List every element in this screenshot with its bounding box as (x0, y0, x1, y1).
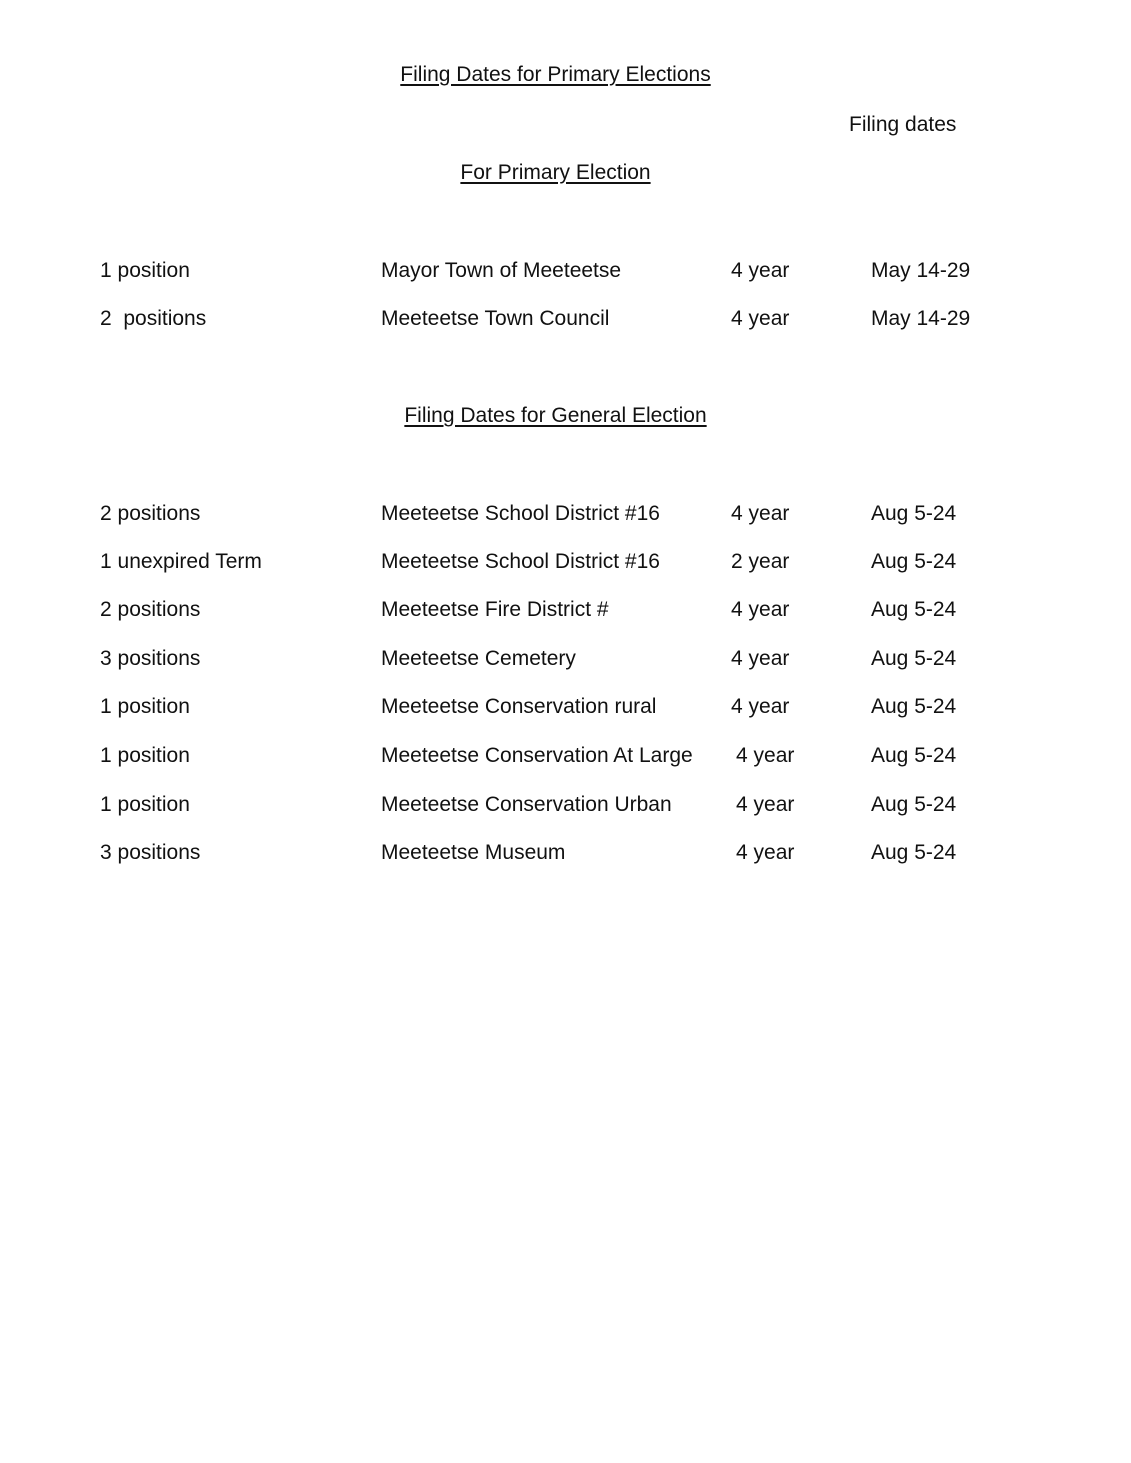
positions-count: 2 positions (100, 598, 201, 621)
filing-date-range: Aug 5-24 (871, 550, 957, 573)
document-title: Filing Dates for Primary Elections (400, 63, 711, 86)
positions-count: 1 unexpired Term (100, 550, 262, 573)
term-length: 2 year (731, 550, 790, 573)
filing-date-range: Aug 5-24 (871, 502, 957, 525)
office-name: Meeteetse Fire District # (381, 598, 609, 621)
office-name: Mayor Town of Meeteetse (381, 259, 622, 282)
general-row (0, 646, 1131, 672)
filing-date-range: May 14-29 (871, 259, 971, 282)
general-row (0, 549, 1131, 575)
office-name: Meeteetse School District #16 (381, 550, 660, 573)
general-row (0, 840, 1131, 866)
general-row (0, 501, 1131, 527)
general-row (0, 743, 1131, 769)
office-name: Meeteetse Cemetery (381, 647, 576, 670)
office-name: Meeteetse Conservation rural (381, 695, 657, 718)
office-name: Meeteetse School District #16 (381, 502, 660, 525)
filing-dates-label: Filing dates (849, 113, 957, 136)
term-length: 4 year (731, 647, 790, 670)
office-name: Meeteetse Conservation Urban (381, 793, 672, 816)
filing-date-range: Aug 5-24 (871, 695, 957, 718)
general-row (0, 694, 1131, 720)
term-length: 4 year (731, 598, 790, 621)
primary-row (0, 306, 1131, 332)
positions-count: 2 positions (100, 307, 207, 330)
term-length: 4 year (731, 502, 790, 525)
filing-date-range: Aug 5-24 (871, 744, 957, 767)
filing-date-range: May 14-29 (871, 307, 971, 330)
filing-date-range: Aug 5-24 (871, 793, 957, 816)
term-length: 4 year (731, 259, 790, 282)
positions-count: 1 position (100, 259, 190, 282)
primary-row (0, 258, 1131, 284)
positions-count: 3 positions (100, 647, 201, 670)
positions-count: 1 position (100, 744, 190, 767)
general-election-heading: Filing Dates for General Election (404, 404, 707, 427)
office-name: Meeteetse Conservation At Large (381, 744, 693, 767)
general-row (0, 792, 1131, 818)
term-length: 4 year (736, 744, 795, 767)
primary-election-heading: For Primary Election (460, 161, 651, 184)
term-length: 4 year (731, 307, 790, 330)
term-length: 4 year (736, 793, 795, 816)
term-length: 4 year (731, 695, 790, 718)
office-name: Meeteetse Town Council (381, 307, 610, 330)
filing-date-range: Aug 5-24 (871, 598, 957, 621)
term-length: 4 year (736, 841, 795, 864)
positions-count: 3 positions (100, 841, 201, 864)
filing-date-range: Aug 5-24 (871, 647, 957, 670)
positions-count: 1 position (100, 695, 190, 718)
office-name: Meeteetse Museum (381, 841, 566, 864)
general-row (0, 597, 1131, 623)
positions-count: 2 positions (100, 502, 201, 525)
positions-count: 1 position (100, 793, 190, 816)
filing-date-range: Aug 5-24 (871, 841, 957, 864)
